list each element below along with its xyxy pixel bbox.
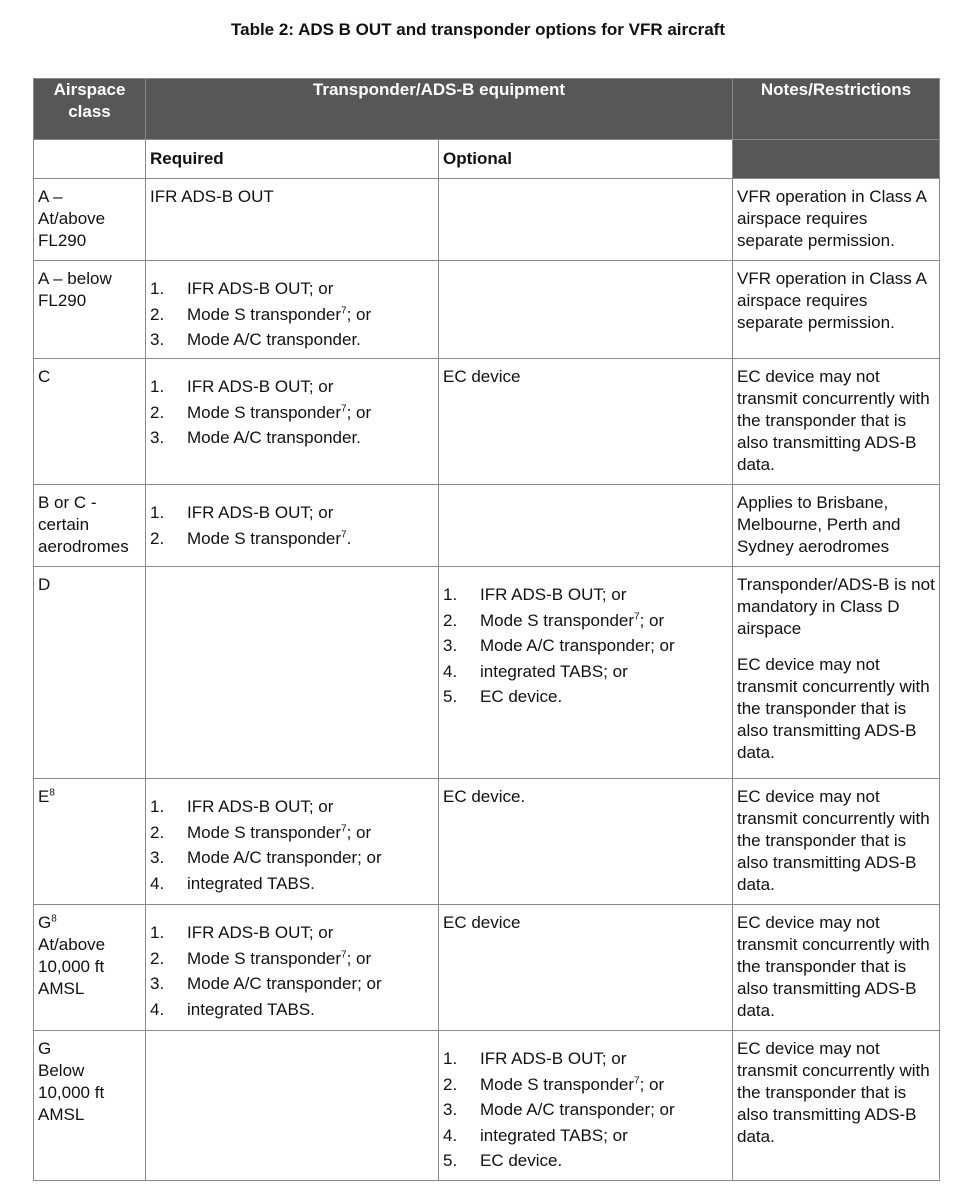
list-item xyxy=(443,582,728,608)
airspace-line: certain xyxy=(38,515,90,534)
list-text: Mode A/C transponder; or xyxy=(480,1100,675,1119)
list-text: integrated TABS. xyxy=(187,999,315,1019)
list-text: Mode S transponder$^7$; or xyxy=(187,822,372,842)
airspace-line: 10,000 ft xyxy=(38,1083,105,1102)
list-number: 4. xyxy=(443,1125,458,1145)
list-text: Mode S transponder$^7$; or xyxy=(187,948,372,968)
required-cell xyxy=(146,359,439,485)
header-row xyxy=(34,79,940,140)
note-text: Applies to Brisbane, Melbourne, Perth and Sydney aerodromes xyxy=(737,493,901,556)
list-number: 2. xyxy=(443,610,458,630)
list-number: 2. xyxy=(443,1074,458,1094)
list-text: Mode S transponder$^7$; or xyxy=(480,1074,665,1094)
required-cell xyxy=(146,1031,439,1181)
airspace-line: aerodromes xyxy=(38,537,129,556)
list-number: 1. xyxy=(443,1049,458,1068)
list-text: integrated TABS; or xyxy=(480,661,628,681)
list-number: 3. xyxy=(443,636,458,655)
airspace-cell xyxy=(34,905,146,1031)
notes-cell xyxy=(733,905,940,1031)
airspace-line: 10,000 ft xyxy=(38,957,105,976)
airspace-cell xyxy=(34,261,146,359)
airspace-line: AMSL xyxy=(38,1105,85,1124)
list-number: 1. xyxy=(150,279,165,298)
airspace-line: $E^8$ xyxy=(38,787,55,806)
list-number: 1. xyxy=(150,377,165,396)
list-number: 2. xyxy=(150,948,165,968)
optional-cell xyxy=(439,567,733,779)
list-item xyxy=(150,997,434,1023)
table-body xyxy=(34,179,940,1181)
list-number: 1. xyxy=(150,797,165,816)
list-number: 2. xyxy=(150,304,165,324)
notes-header: Notes/Restrictions xyxy=(733,79,940,140)
table-row xyxy=(34,179,940,261)
list-number: 2. xyxy=(150,528,165,548)
list-text: IFR ADS-B OUT; or xyxy=(480,1049,627,1068)
table-row xyxy=(34,359,940,485)
airspace-line: B or C - xyxy=(38,493,97,512)
note-gap xyxy=(737,640,935,654)
notes-header-fill xyxy=(733,140,940,179)
list-item xyxy=(150,374,434,400)
footnote-ref: 7 xyxy=(341,304,347,316)
airspace-line: FL290 xyxy=(38,231,87,250)
footnote-ref: 7 xyxy=(634,1074,640,1086)
list-text: integrated TABS; or xyxy=(480,1125,628,1145)
notes-cell xyxy=(733,261,940,359)
footnote-ref: 7 xyxy=(341,402,347,414)
list-text: EC device. xyxy=(480,687,563,706)
list-item xyxy=(150,794,434,820)
list-item xyxy=(443,1072,728,1098)
numbered-list xyxy=(150,374,434,451)
list-item xyxy=(150,276,434,302)
numbered-list xyxy=(150,794,434,896)
airspace-class-header: Airspace class xyxy=(34,79,146,140)
subheader-row xyxy=(34,140,940,179)
airspace-line: At/above xyxy=(38,935,106,954)
notes-cell xyxy=(733,485,940,567)
footnote-ref: 8 xyxy=(51,913,57,925)
note-text: EC device may not transmit concurrently with the transponder that is also transmitting ADS-B data. xyxy=(737,787,930,894)
list-item xyxy=(150,920,434,946)
required-header: Required xyxy=(146,140,439,179)
list-number: 3. xyxy=(150,428,165,447)
equipment-table xyxy=(33,78,940,1181)
list-number: 1. xyxy=(150,503,165,522)
list-item xyxy=(150,500,434,526)
optional-cell: EC device xyxy=(439,359,733,485)
list-text: IFR ADS-B OUT; or xyxy=(187,503,334,522)
airspace-line: A – below xyxy=(38,269,112,288)
note-text: EC device may not transmit concurrently with the transponder that is also transmitting ADS-B data. xyxy=(737,367,930,474)
list-item xyxy=(443,659,728,685)
list-text: Mode A/C transponder. xyxy=(187,428,361,447)
note-text: Transponder/ADS-B is not mandatory in Class D airspace xyxy=(737,575,935,638)
optional-cell xyxy=(439,485,733,567)
list-text: Mode S transponder$^7$; or xyxy=(480,610,665,630)
airspace-line: G xyxy=(38,1039,52,1058)
list-item xyxy=(150,327,434,353)
optional-cell xyxy=(439,261,733,359)
list-text: IFR ADS-B OUT; or xyxy=(480,585,627,604)
list-number: 1. xyxy=(150,923,165,942)
required-cell xyxy=(146,485,439,567)
airspace-line: $G^8$ xyxy=(38,913,57,932)
airspace-cell xyxy=(34,485,146,567)
list-text: integrated TABS. xyxy=(187,873,315,893)
airspace-line: FL290 xyxy=(38,291,87,310)
note-text: VFR operation in Class A airspace requires separate permission. xyxy=(737,187,926,250)
list-text: IFR ADS-B OUT; or xyxy=(187,923,334,942)
list-item xyxy=(443,1046,728,1072)
list-item xyxy=(443,608,728,634)
list-item xyxy=(150,400,434,426)
note-text: VFR operation in Class A airspace requires separate permission. xyxy=(737,269,926,332)
numbered-list xyxy=(150,500,434,551)
list-number: 1. xyxy=(443,585,458,604)
airspace-line: A – xyxy=(38,187,63,206)
required-cell xyxy=(146,905,439,1031)
list-number: 5. xyxy=(443,1151,458,1170)
optional-header: Optional xyxy=(439,140,733,179)
optional-cell: EC device. xyxy=(439,779,733,905)
notes-cell xyxy=(733,179,940,261)
list-text: Mode S transponder$^7$. xyxy=(187,528,352,548)
equipment-header: Transponder/ADS-B equipment xyxy=(146,79,733,140)
list-text: Mode S transponder$^7$; or xyxy=(187,304,372,324)
required-cell xyxy=(146,261,439,359)
list-text: Mode A/C transponder; or xyxy=(187,974,382,993)
numbered-list xyxy=(443,1046,728,1174)
table-row xyxy=(34,567,940,779)
optional-cell: EC device xyxy=(439,905,733,1031)
numbered-list xyxy=(150,920,434,1022)
list-text: Mode A/C transponder. xyxy=(187,330,361,349)
list-item xyxy=(443,684,728,710)
list-number: 4. xyxy=(150,999,165,1019)
numbered-list xyxy=(443,582,728,710)
list-number: 3. xyxy=(150,848,165,867)
list-item xyxy=(443,1148,728,1174)
list-number: 3. xyxy=(443,1100,458,1119)
list-item xyxy=(443,1097,728,1123)
table-row xyxy=(34,905,940,1031)
notes-cell xyxy=(733,1031,940,1181)
list-number: 2. xyxy=(150,402,165,422)
subheader-empty-cell xyxy=(34,140,146,179)
list-item xyxy=(150,971,434,997)
optional-cell xyxy=(439,179,733,261)
optional-cell xyxy=(439,1031,733,1181)
table-row xyxy=(34,261,940,359)
footnote-ref: 8 xyxy=(49,787,55,799)
list-item xyxy=(443,1123,728,1149)
airspace-cell xyxy=(34,359,146,485)
list-item xyxy=(150,425,434,451)
list-item xyxy=(443,633,728,659)
list-item xyxy=(150,845,434,871)
list-text: Mode A/C transponder; or xyxy=(187,848,382,867)
list-text: IFR ADS-B OUT; or xyxy=(187,279,334,298)
footnote-ref: 7 xyxy=(634,610,640,622)
note-text: EC device may not transmit concurrently with the transponder that is also transmitting ADS-B data. xyxy=(737,1039,930,1146)
footnote-ref: 7 xyxy=(341,948,347,960)
list-item xyxy=(150,820,434,846)
list-item xyxy=(150,302,434,328)
list-number: 5. xyxy=(443,687,458,706)
list-text: IFR ADS-B OUT; or xyxy=(187,797,334,816)
airspace-cell xyxy=(34,179,146,261)
airspace-line: At/above xyxy=(38,209,106,228)
list-number: 2. xyxy=(150,822,165,842)
required-cell: IFR ADS-B OUT xyxy=(146,179,439,261)
airspace-cell xyxy=(34,1031,146,1181)
list-item xyxy=(150,871,434,897)
list-number: 4. xyxy=(443,661,458,681)
airspace-line: AMSL xyxy=(38,979,85,998)
notes-cell xyxy=(733,359,940,485)
list-text: Mode A/C transponder; or xyxy=(480,636,675,655)
footnote-ref: 7 xyxy=(341,822,347,834)
airspace-cell xyxy=(34,567,146,779)
list-number: 3. xyxy=(150,330,165,349)
table-title: Table 2: ADS B OUT and transponder options for VFR aircraft xyxy=(231,20,725,39)
note-text: EC device may not transmit concurrently with the transponder that is also transmitting ADS-B data. xyxy=(737,655,930,762)
required-cell xyxy=(146,779,439,905)
numbered-list xyxy=(150,276,434,353)
footnote-ref: 7 xyxy=(341,528,347,540)
list-text: Mode S transponder$^7$; or xyxy=(187,402,372,422)
list-text: IFR ADS-B OUT; or xyxy=(187,377,334,396)
table-row xyxy=(34,485,940,567)
airspace-cell xyxy=(34,779,146,905)
airspace-line: C xyxy=(38,367,51,386)
notes-cell xyxy=(733,567,940,779)
table-row xyxy=(34,1031,940,1181)
list-number: 4. xyxy=(150,873,165,893)
list-item xyxy=(150,526,434,552)
airspace-line: Below xyxy=(38,1061,85,1080)
list-number: 3. xyxy=(150,974,165,993)
list-item xyxy=(150,946,434,972)
notes-cell xyxy=(733,779,940,905)
list-text: EC device. xyxy=(480,1151,563,1170)
note-text: EC device may not transmit concurrently with the transponder that is also transmitting ADS-B data. xyxy=(737,913,930,1020)
required-cell xyxy=(146,567,439,779)
table-row xyxy=(34,779,940,905)
airspace-line: D xyxy=(38,575,51,594)
